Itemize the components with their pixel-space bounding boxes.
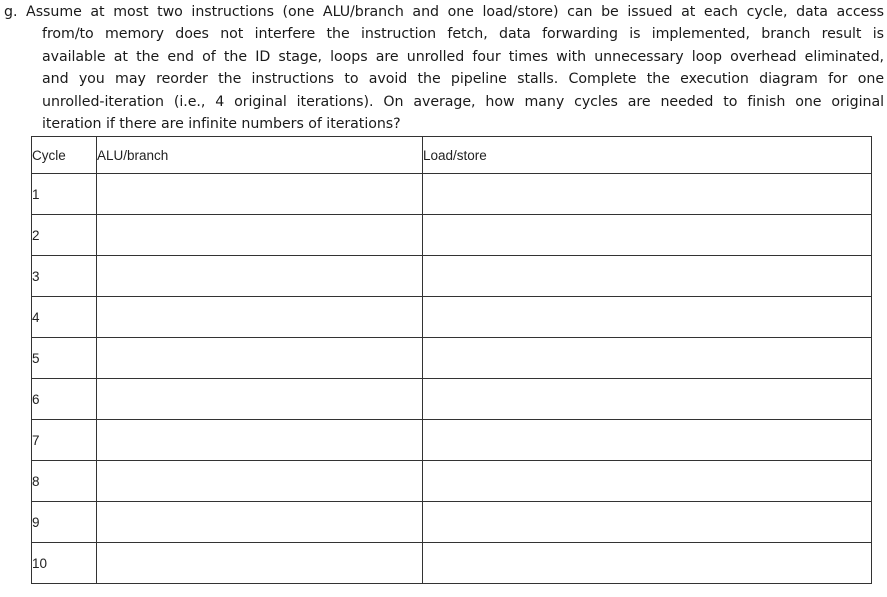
- cycle-number-cell: 8: [32, 461, 97, 502]
- load-store-cell[interactable]: [423, 256, 872, 297]
- table-body: [32, 174, 872, 584]
- table-row: [32, 461, 872, 502]
- alu-branch-cell[interactable]: [97, 543, 423, 584]
- alu-branch-cell[interactable]: [97, 420, 423, 461]
- load-store-cell[interactable]: [423, 461, 872, 502]
- alu-branch-cell[interactable]: [97, 256, 423, 297]
- table-row: [32, 174, 872, 215]
- alu-branch-cell[interactable]: [97, 338, 423, 379]
- alu-branch-cell[interactable]: [97, 174, 423, 215]
- load-store-cell[interactable]: [423, 174, 872, 215]
- table-row: [32, 502, 872, 543]
- execution-diagram-table: [31, 136, 872, 584]
- load-store-cell[interactable]: [423, 379, 872, 420]
- header-load-store: Load/store: [423, 137, 872, 174]
- question-line: g. Assume at most two instructions (one ALU/branch and one load/store) can be issued at each cycle, data access: [4, 4, 884, 20]
- table-header-row: [32, 137, 872, 174]
- cycle-number-cell: 6: [32, 379, 97, 420]
- table-row: [32, 297, 872, 338]
- table-row: [32, 338, 872, 379]
- load-store-cell[interactable]: [423, 297, 872, 338]
- load-store-cell[interactable]: [423, 420, 872, 461]
- cycle-number-cell: 2: [32, 215, 97, 256]
- load-store-cell[interactable]: [423, 543, 872, 584]
- alu-branch-cell[interactable]: [97, 461, 423, 502]
- cycle-number-cell: 3: [32, 256, 97, 297]
- question-line: iteration if there are infinite numbers of iterations?: [42, 116, 401, 133]
- table-row: [32, 543, 872, 584]
- table-row: [32, 215, 872, 256]
- table-row: [32, 420, 872, 461]
- table-row: [32, 379, 872, 420]
- cycle-number-cell: 7: [32, 420, 97, 461]
- cycle-number-cell: 9: [32, 502, 97, 543]
- table-row: [32, 256, 872, 297]
- question-line: from/to memory does not interfere the instruction fetch, data forwarding is implemented, branch result is: [42, 26, 884, 43]
- load-store-cell[interactable]: [423, 338, 872, 379]
- question-line: and you may reorder the instructions to avoid the pipeline stalls. Complete the execution diagram for one: [42, 71, 884, 88]
- load-store-cell[interactable]: [423, 215, 872, 256]
- load-store-cell[interactable]: [423, 502, 872, 543]
- alu-branch-cell[interactable]: [97, 297, 423, 338]
- cycle-number-cell: 1: [32, 174, 97, 215]
- alu-branch-cell[interactable]: [97, 502, 423, 543]
- alu-branch-cell[interactable]: [97, 215, 423, 256]
- header-cycle: Cycle: [32, 137, 97, 174]
- cycle-number-cell: 4: [32, 297, 97, 338]
- question-line: unrolled-iteration (i.e., 4 original iterations). On average, how many cycles are needed to finish one original: [42, 93, 884, 110]
- alu-branch-cell[interactable]: [97, 379, 423, 420]
- question-line: available at the end of the ID stage, loops are unrolled four times with unnecessary loop overhead eliminated,: [42, 48, 884, 65]
- cycle-number-cell: 10: [32, 543, 97, 584]
- question-text: [4, 1, 884, 135]
- header-alu-branch: ALU/branch: [97, 137, 423, 174]
- cycle-number-cell: 5: [32, 338, 97, 379]
